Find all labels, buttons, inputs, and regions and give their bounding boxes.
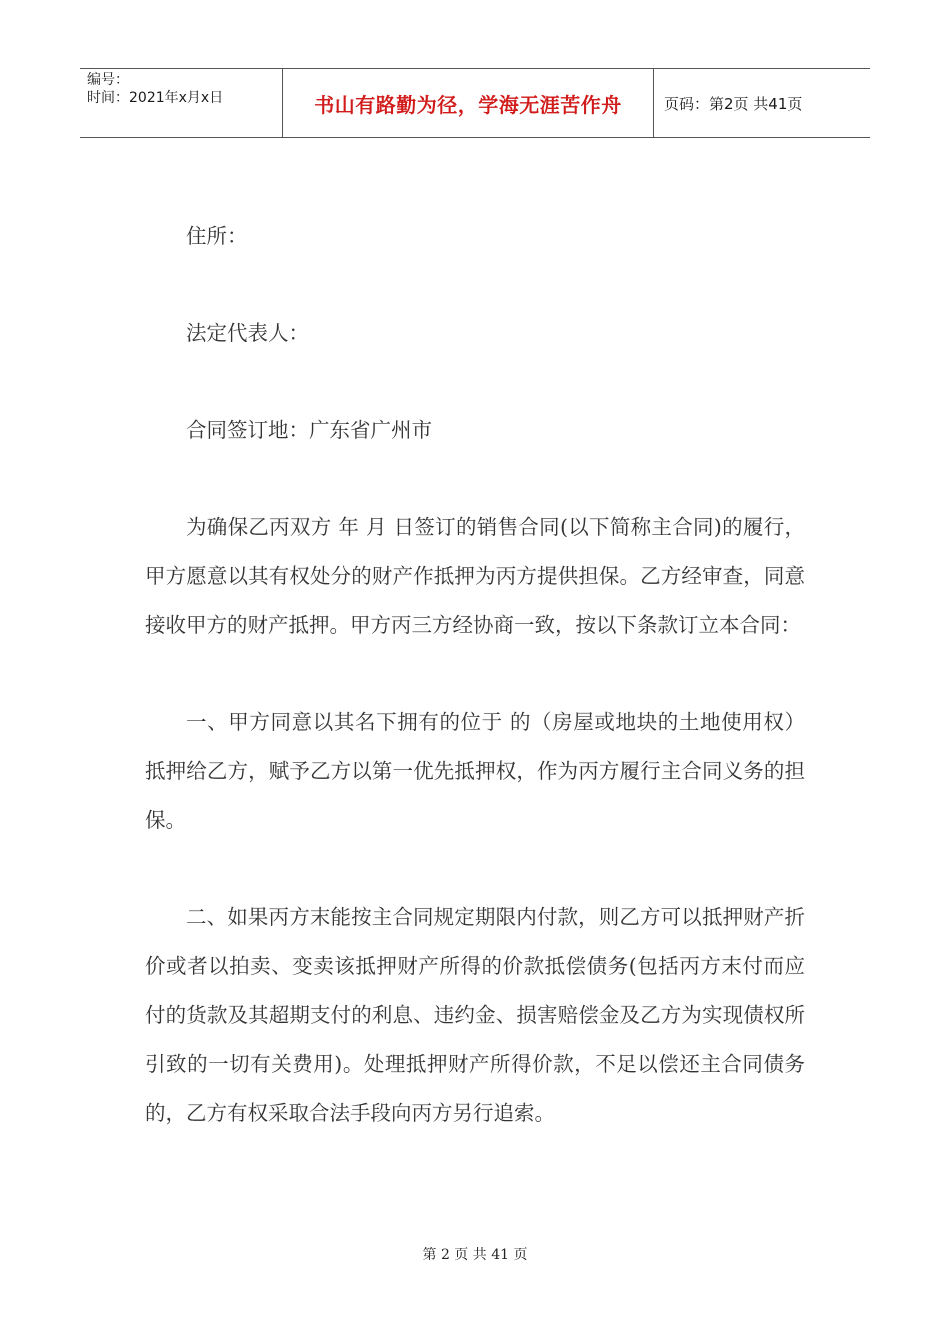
page-footer: 第 2 页 共 41 页	[422, 1247, 528, 1263]
page-header	[80, 68, 870, 138]
clause-1-paragraph: 一、甲方同意以其名下拥有的位于 的（房屋或地块的土地使用权）抵押给乙方，赋予乙方以第一优先抵押权，作为丙方履行主合同义务的担保。	[145, 710, 805, 832]
legal-representative-line: 法定代表人：	[186, 321, 309, 345]
header-motto-cell	[282, 69, 654, 137]
clause-2-paragraph: 二、如果丙方末能按主合同规定期限内付款，则乙方可以抵押财产折价或者以拍卖、变卖该抵押财产所得的价款抵偿债务(包括丙方末付而应付的货款及其超期支付的利息、违约金、损害赔偿金及乙方为实现债权所引致的一切有关费用)。处理抵押财产所得价款，不足以偿还主合同债务的，乙方有权采取合法手段向丙方另行追索。	[145, 905, 805, 1125]
preamble-paragraph: 为确保乙丙双方 年 月 日签订的销售合同(以下简称主合同)的履行，甲方愿意以其有权处分的财产作抵押为丙方提供担保。乙方经审查，同意接收甲方的财产抵押。甲方丙三方经协商一致，按以下条款订立本合同：	[145, 515, 805, 637]
header-page-info: 页码：第2页 共41页	[664, 94, 803, 113]
document-body	[145, 212, 805, 1138]
signing-place-line: 合同签订地：广东省广州市	[186, 418, 432, 442]
address-line: 住所：	[186, 224, 248, 248]
header-meta	[80, 69, 282, 137]
header-motto: 书山有路勤为径，学海无涯苦作舟	[314, 92, 622, 117]
document-number-label: 编号：	[87, 72, 129, 88]
document-time-label: 时间：2021年x月x日	[87, 90, 224, 106]
